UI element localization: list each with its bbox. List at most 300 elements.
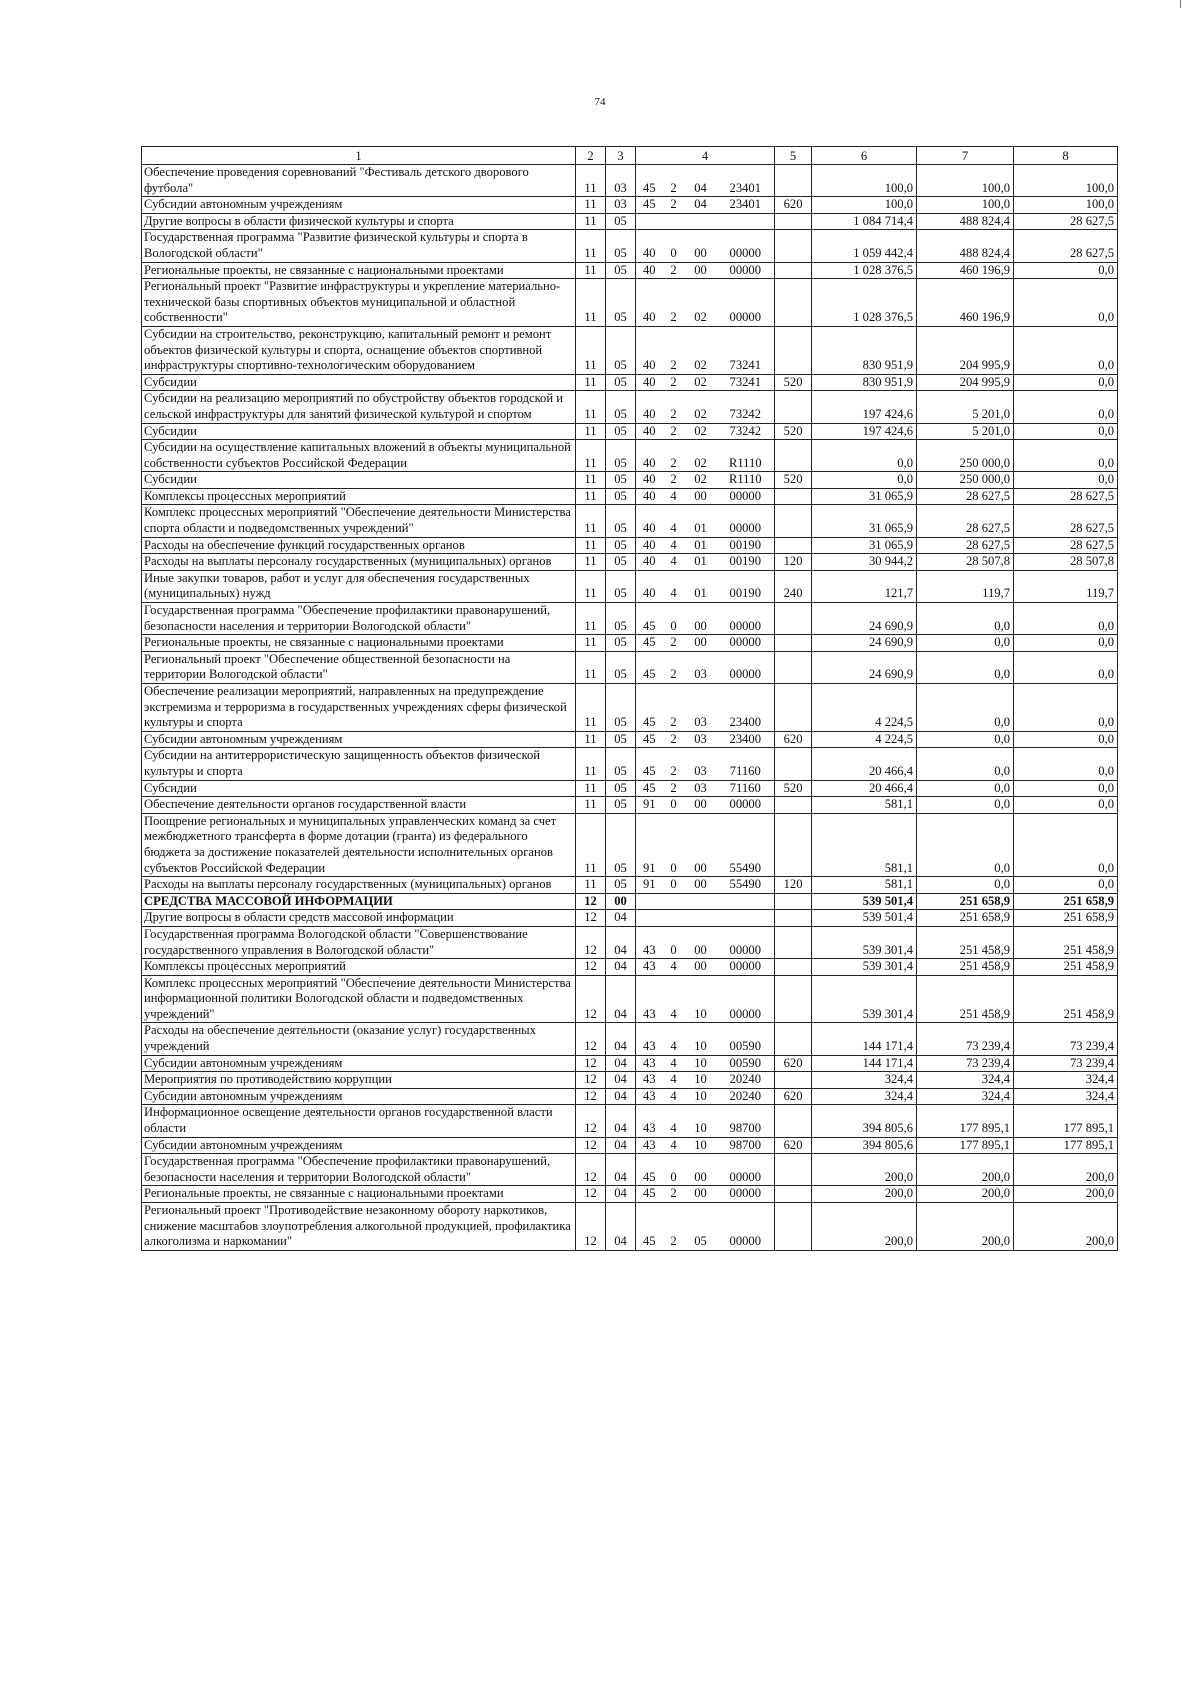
program-code: 45 xyxy=(636,1186,663,1203)
amount-col-8: 100,0 xyxy=(1014,165,1118,197)
program-code: 43 xyxy=(636,1072,663,1089)
expense-type-code xyxy=(775,975,812,1023)
table-row xyxy=(142,959,1118,976)
subsection-code: 05 xyxy=(606,570,636,602)
subsection-code: 05 xyxy=(606,505,636,537)
row-name: Комплекс процессных мероприятий "Обеспечение деятельности Министерства информационной политики Вологодской области и подведомственных учреждений" xyxy=(142,975,576,1023)
subprogram-code: 2 xyxy=(663,1203,685,1251)
table-row xyxy=(142,684,1118,732)
subprogram-code: 4 xyxy=(663,554,685,571)
row-name: Субсидии xyxy=(142,374,576,391)
program-code: 45 xyxy=(636,165,663,197)
subsection-code: 04 xyxy=(606,959,636,976)
subprogram-code: 2 xyxy=(663,423,685,440)
direction-code: 98700 xyxy=(717,1137,775,1154)
amount-col-8: 0,0 xyxy=(1014,748,1118,780)
row-name: Государственная программа "Развитие физической культуры и спорта в Вологодской области" xyxy=(142,230,576,262)
amount-col-8: 28 627,5 xyxy=(1014,488,1118,505)
subprogram-code: 2 xyxy=(663,731,685,748)
subprogram-code: 4 xyxy=(663,505,685,537)
amount-col-8: 0,0 xyxy=(1014,651,1118,683)
amount-col-7: 0,0 xyxy=(917,603,1014,635)
structure-code xyxy=(685,213,717,230)
amount-col-7: 488 824,4 xyxy=(917,230,1014,262)
subprogram-code: 2 xyxy=(663,374,685,391)
amount-col-6: 24 690,9 xyxy=(812,651,917,683)
subsection-code: 05 xyxy=(606,877,636,894)
subprogram-code: 0 xyxy=(663,926,685,958)
section-code: 11 xyxy=(576,651,606,683)
program-code: 40 xyxy=(636,440,663,472)
amount-col-6: 324,4 xyxy=(812,1088,917,1105)
section-code: 11 xyxy=(576,731,606,748)
table-row xyxy=(142,505,1118,537)
amount-col-7: 73 239,4 xyxy=(917,1023,1014,1055)
subsection-code: 05 xyxy=(606,797,636,814)
table-row xyxy=(142,975,1118,1023)
amount-col-6: 4 224,5 xyxy=(812,731,917,748)
expense-type-code xyxy=(775,165,812,197)
table-row xyxy=(142,877,1118,894)
amount-col-7: 250 000,0 xyxy=(917,472,1014,489)
direction-code: 00000 xyxy=(717,1203,775,1251)
structure-code: 00 xyxy=(685,797,717,814)
subprogram-code xyxy=(663,910,685,927)
structure-code: 10 xyxy=(685,975,717,1023)
subsection-code: 05 xyxy=(606,279,636,327)
amount-col-8: 251 458,9 xyxy=(1014,926,1118,958)
amount-col-6: 100,0 xyxy=(812,197,917,214)
section-code: 11 xyxy=(576,423,606,440)
subprogram-code: 4 xyxy=(663,570,685,602)
section-code: 11 xyxy=(576,197,606,214)
section-code: 12 xyxy=(576,1137,606,1154)
row-name: Комплексы процессных мероприятий xyxy=(142,488,576,505)
header-col-5: 5 xyxy=(775,147,812,165)
header-row xyxy=(142,147,1118,165)
direction-code: 00000 xyxy=(717,635,775,652)
direction-code: 20240 xyxy=(717,1072,775,1089)
subsection-code: 05 xyxy=(606,230,636,262)
row-name: Субсидии xyxy=(142,423,576,440)
structure-code: 03 xyxy=(685,651,717,683)
page-number: 74 xyxy=(594,96,606,108)
section-code: 11 xyxy=(576,748,606,780)
structure-code: 00 xyxy=(685,635,717,652)
amount-col-8: 0,0 xyxy=(1014,813,1118,876)
row-name: Расходы на выплаты персоналу государственных (муниципальных) органов xyxy=(142,554,576,571)
structure-code: 05 xyxy=(685,1203,717,1251)
subprogram-code: 0 xyxy=(663,1154,685,1186)
program-code: 40 xyxy=(636,505,663,537)
expense-type-code xyxy=(775,684,812,732)
structure-code: 02 xyxy=(685,391,717,423)
table-row xyxy=(142,262,1118,279)
amount-col-7: 250 000,0 xyxy=(917,440,1014,472)
table-row xyxy=(142,230,1118,262)
direction-code: 00000 xyxy=(717,1186,775,1203)
structure-code: 01 xyxy=(685,505,717,537)
direction-code: 00190 xyxy=(717,537,775,554)
subprogram-code: 2 xyxy=(663,748,685,780)
direction-code: 55490 xyxy=(717,813,775,876)
header-col-6: 6 xyxy=(812,147,917,165)
expense-type-code: 520 xyxy=(775,780,812,797)
structure-code: 02 xyxy=(685,279,717,327)
subsection-code: 05 xyxy=(606,423,636,440)
structure-code: 01 xyxy=(685,570,717,602)
section-code: 11 xyxy=(576,440,606,472)
amount-col-7: 28 627,5 xyxy=(917,488,1014,505)
expense-type-code: 120 xyxy=(775,877,812,894)
amount-col-7: 0,0 xyxy=(917,797,1014,814)
amount-col-8: 28 627,5 xyxy=(1014,230,1118,262)
amount-col-7: 251 458,9 xyxy=(917,926,1014,958)
expense-type-code xyxy=(775,1072,812,1089)
subsection-code: 05 xyxy=(606,813,636,876)
row-name: Мероприятия по противодействию коррупции xyxy=(142,1072,576,1089)
subsection-code: 04 xyxy=(606,910,636,927)
amount-col-7: 200,0 xyxy=(917,1154,1014,1186)
amount-col-6: 121,7 xyxy=(812,570,917,602)
amount-col-6: 20 466,4 xyxy=(812,780,917,797)
program-code: 45 xyxy=(636,1154,663,1186)
amount-col-6: 30 944,2 xyxy=(812,554,917,571)
row-name: Информационное освещение деятельности органов государственной власти области xyxy=(142,1105,576,1137)
program-code: 91 xyxy=(636,877,663,894)
section-code: 11 xyxy=(576,554,606,571)
row-name: Субсидии автономным учреждениям xyxy=(142,731,576,748)
section-code: 12 xyxy=(576,926,606,958)
amount-col-7: 324,4 xyxy=(917,1072,1014,1089)
program-code: 40 xyxy=(636,262,663,279)
amount-col-7: 28 627,5 xyxy=(917,537,1014,554)
amount-col-6: 200,0 xyxy=(812,1154,917,1186)
table-row xyxy=(142,197,1118,214)
direction-code: 00000 xyxy=(717,797,775,814)
subprogram-code: 4 xyxy=(663,1023,685,1055)
direction-code: 55490 xyxy=(717,877,775,894)
program-code: 40 xyxy=(636,488,663,505)
subsection-code: 05 xyxy=(606,651,636,683)
table-row xyxy=(142,374,1118,391)
expense-type-code xyxy=(775,651,812,683)
amount-col-7: 5 201,0 xyxy=(917,391,1014,423)
expense-type-code xyxy=(775,910,812,927)
amount-col-7: 251 658,9 xyxy=(917,893,1014,910)
subsection-code: 05 xyxy=(606,635,636,652)
subsection-code: 05 xyxy=(606,262,636,279)
direction-code: 00000 xyxy=(717,488,775,505)
section-code: 11 xyxy=(576,635,606,652)
subprogram-code: 4 xyxy=(663,1137,685,1154)
amount-col-7: 100,0 xyxy=(917,165,1014,197)
program-code: 45 xyxy=(636,197,663,214)
table-row xyxy=(142,423,1118,440)
amount-col-7: 251 658,9 xyxy=(917,910,1014,927)
structure-code: 02 xyxy=(685,440,717,472)
amount-col-6: 1 028 376,5 xyxy=(812,262,917,279)
expense-type-code: 520 xyxy=(775,472,812,489)
direction-code: 00000 xyxy=(717,230,775,262)
row-name: Другие вопросы в области средств массовой информации xyxy=(142,910,576,927)
direction-code: 23401 xyxy=(717,165,775,197)
subsection-code: 05 xyxy=(606,537,636,554)
amount-col-8: 28 627,5 xyxy=(1014,537,1118,554)
section-code: 12 xyxy=(576,1088,606,1105)
section-code: 12 xyxy=(576,1203,606,1251)
section-code: 11 xyxy=(576,279,606,327)
subsection-code: 05 xyxy=(606,440,636,472)
amount-col-6: 830 951,9 xyxy=(812,326,917,374)
table-row xyxy=(142,1088,1118,1105)
table-row xyxy=(142,472,1118,489)
program-code: 40 xyxy=(636,423,663,440)
row-name: Расходы на обеспечение функций государственных органов xyxy=(142,537,576,554)
section-code: 12 xyxy=(576,975,606,1023)
amount-col-7: 73 239,4 xyxy=(917,1055,1014,1072)
amount-col-8: 251 458,9 xyxy=(1014,959,1118,976)
subsection-code: 04 xyxy=(606,1105,636,1137)
table-row xyxy=(142,651,1118,683)
subprogram-code: 2 xyxy=(663,391,685,423)
program-code: 43 xyxy=(636,1105,663,1137)
row-name: Субсидии автономным учреждениям xyxy=(142,1055,576,1072)
row-name: Расходы на обеспечение деятельности (оказание услуг) государственных учреждений xyxy=(142,1023,576,1055)
amount-col-7: 460 196,9 xyxy=(917,279,1014,327)
budget-table xyxy=(141,146,1118,1251)
table-row xyxy=(142,1186,1118,1203)
program-code: 40 xyxy=(636,570,663,602)
direction-code: 98700 xyxy=(717,1105,775,1137)
section-code: 12 xyxy=(576,1055,606,1072)
program-code: 40 xyxy=(636,230,663,262)
direction-code: 00000 xyxy=(717,262,775,279)
expense-type-code xyxy=(775,635,812,652)
subsection-code: 05 xyxy=(606,684,636,732)
program-code: 43 xyxy=(636,1055,663,1072)
amount-col-6: 100,0 xyxy=(812,165,917,197)
amount-col-7: 0,0 xyxy=(917,635,1014,652)
expense-type-code: 620 xyxy=(775,1088,812,1105)
amount-col-7: 324,4 xyxy=(917,1088,1014,1105)
expense-type-code: 620 xyxy=(775,1137,812,1154)
amount-col-7: 251 458,9 xyxy=(917,959,1014,976)
amount-col-6: 539 301,4 xyxy=(812,926,917,958)
direction-code: 00000 xyxy=(717,505,775,537)
subprogram-code: 2 xyxy=(663,651,685,683)
subprogram-code: 0 xyxy=(663,797,685,814)
subprogram-code: 2 xyxy=(663,472,685,489)
table-row xyxy=(142,1072,1118,1089)
subsection-code: 04 xyxy=(606,1055,636,1072)
direction-code: 23401 xyxy=(717,197,775,214)
structure-code: 02 xyxy=(685,326,717,374)
amount-col-8: 28 507,8 xyxy=(1014,554,1118,571)
row-name: Субсидии на осуществление капитальных вложений в объекты муниципальной собственности субъектов Российской Федерации xyxy=(142,440,576,472)
direction-code: 00000 xyxy=(717,651,775,683)
program-code: 43 xyxy=(636,1088,663,1105)
expense-type-code: 120 xyxy=(775,554,812,571)
direction-code: 00590 xyxy=(717,1055,775,1072)
amount-col-8: 0,0 xyxy=(1014,684,1118,732)
subsection-code: 05 xyxy=(606,748,636,780)
program-code: 45 xyxy=(636,603,663,635)
amount-col-7: 200,0 xyxy=(917,1186,1014,1203)
amount-col-6: 31 065,9 xyxy=(812,488,917,505)
section-code: 11 xyxy=(576,684,606,732)
table-row xyxy=(142,1203,1118,1251)
section-code: 12 xyxy=(576,1186,606,1203)
expense-type-code: 620 xyxy=(775,1055,812,1072)
amount-col-8: 0,0 xyxy=(1014,780,1118,797)
table-row xyxy=(142,391,1118,423)
table-row xyxy=(142,731,1118,748)
subprogram-code: 2 xyxy=(663,165,685,197)
expense-type-code xyxy=(775,213,812,230)
budget-table-container xyxy=(141,146,1117,1251)
subprogram-code: 0 xyxy=(663,877,685,894)
expense-type-code xyxy=(775,537,812,554)
subprogram-code xyxy=(663,893,685,910)
amount-col-7: 204 995,9 xyxy=(917,326,1014,374)
row-name: Государственная программа "Обеспечение профилактики правонарушений, безопасности населения и территории Вологодской области" xyxy=(142,603,576,635)
program-code: 45 xyxy=(636,635,663,652)
expense-type-code xyxy=(775,926,812,958)
amount-col-6: 4 224,5 xyxy=(812,684,917,732)
subprogram-code: 2 xyxy=(663,684,685,732)
structure-code: 00 xyxy=(685,926,717,958)
expense-type-code xyxy=(775,813,812,876)
amount-col-7: 100,0 xyxy=(917,197,1014,214)
direction-code: 73241 xyxy=(717,374,775,391)
amount-col-6: 581,1 xyxy=(812,813,917,876)
amount-col-8: 200,0 xyxy=(1014,1203,1118,1251)
amount-col-6: 830 951,9 xyxy=(812,374,917,391)
structure-code: 02 xyxy=(685,472,717,489)
amount-col-8: 0,0 xyxy=(1014,472,1118,489)
row-name: Субсидии автономным учреждениям xyxy=(142,1137,576,1154)
program-code: 43 xyxy=(636,959,663,976)
row-name: Обеспечение деятельности органов государственной власти xyxy=(142,797,576,814)
subprogram-code: 4 xyxy=(663,488,685,505)
program-code: 40 xyxy=(636,279,663,327)
structure-code: 10 xyxy=(685,1072,717,1089)
table-row xyxy=(142,910,1118,927)
subsection-code: 05 xyxy=(606,213,636,230)
row-name: Региональные проекты, не связанные с национальными проектами xyxy=(142,262,576,279)
expense-type-code xyxy=(775,1186,812,1203)
amount-col-7: 0,0 xyxy=(917,780,1014,797)
amount-col-6: 581,1 xyxy=(812,877,917,894)
direction-code: 73242 xyxy=(717,423,775,440)
amount-col-7: 119,7 xyxy=(917,570,1014,602)
section-code: 11 xyxy=(576,537,606,554)
structure-code: 01 xyxy=(685,537,717,554)
amount-col-7: 460 196,9 xyxy=(917,262,1014,279)
subprogram-code: 4 xyxy=(663,975,685,1023)
amount-col-7: 0,0 xyxy=(917,731,1014,748)
table-row xyxy=(142,554,1118,571)
section-code: 11 xyxy=(576,505,606,537)
amount-col-7: 28 507,8 xyxy=(917,554,1014,571)
structure-code: 00 xyxy=(685,959,717,976)
subsection-code: 05 xyxy=(606,731,636,748)
structure-code: 02 xyxy=(685,374,717,391)
direction-code xyxy=(717,893,775,910)
structure-code: 10 xyxy=(685,1105,717,1137)
subsection-code: 05 xyxy=(606,780,636,797)
expense-type-code xyxy=(775,1023,812,1055)
expense-type-code xyxy=(775,391,812,423)
subsection-code: 04 xyxy=(606,1023,636,1055)
table-row xyxy=(142,1023,1118,1055)
amount-col-7: 0,0 xyxy=(917,651,1014,683)
direction-code: 23400 xyxy=(717,684,775,732)
amount-col-6: 31 065,9 xyxy=(812,537,917,554)
expense-type-code xyxy=(775,279,812,327)
subsection-code: 04 xyxy=(606,926,636,958)
expense-type-code xyxy=(775,505,812,537)
program-code: 40 xyxy=(636,537,663,554)
expense-type-code: 620 xyxy=(775,197,812,214)
direction-code: 00000 xyxy=(717,279,775,327)
amount-col-7: 28 627,5 xyxy=(917,505,1014,537)
amount-col-8: 0,0 xyxy=(1014,391,1118,423)
amount-col-7: 488 824,4 xyxy=(917,213,1014,230)
amount-col-6: 144 171,4 xyxy=(812,1023,917,1055)
subsection-code: 04 xyxy=(606,1137,636,1154)
amount-col-8: 28 627,5 xyxy=(1014,213,1118,230)
table-row xyxy=(142,488,1118,505)
structure-code: 10 xyxy=(685,1137,717,1154)
subprogram-code: 4 xyxy=(663,1055,685,1072)
table-row xyxy=(142,326,1118,374)
table-row xyxy=(142,213,1118,230)
amount-col-6: 539 301,4 xyxy=(812,975,917,1023)
program-code xyxy=(636,910,663,927)
amount-col-8: 251 658,9 xyxy=(1014,910,1118,927)
amount-col-6: 1 084 714,4 xyxy=(812,213,917,230)
table-row xyxy=(142,1137,1118,1154)
subprogram-code: 2 xyxy=(663,262,685,279)
header-col-7: 7 xyxy=(917,147,1014,165)
amount-col-7: 200,0 xyxy=(917,1203,1014,1251)
structure-code: 10 xyxy=(685,1023,717,1055)
program-code: 40 xyxy=(636,472,663,489)
row-name: Региональные проекты, не связанные с национальными проектами xyxy=(142,1186,576,1203)
amount-col-8: 0,0 xyxy=(1014,731,1118,748)
direction-code: 00000 xyxy=(717,959,775,976)
section-code: 11 xyxy=(576,165,606,197)
amount-col-8: 0,0 xyxy=(1014,423,1118,440)
amount-col-8: 119,7 xyxy=(1014,570,1118,602)
table-row xyxy=(142,570,1118,602)
subprogram-code xyxy=(663,213,685,230)
structure-code: 02 xyxy=(685,423,717,440)
row-name: Другие вопросы в области физической культуры и спорта xyxy=(142,213,576,230)
amount-col-6: 197 424,6 xyxy=(812,423,917,440)
structure-code: 00 xyxy=(685,1186,717,1203)
amount-col-7: 251 458,9 xyxy=(917,975,1014,1023)
amount-col-6: 31 065,9 xyxy=(812,505,917,537)
amount-col-6: 0,0 xyxy=(812,472,917,489)
expense-type-code xyxy=(775,262,812,279)
header-col-4: 4 xyxy=(636,147,775,165)
amount-col-8: 100,0 xyxy=(1014,197,1118,214)
section-code: 11 xyxy=(576,780,606,797)
expense-type-code xyxy=(775,893,812,910)
